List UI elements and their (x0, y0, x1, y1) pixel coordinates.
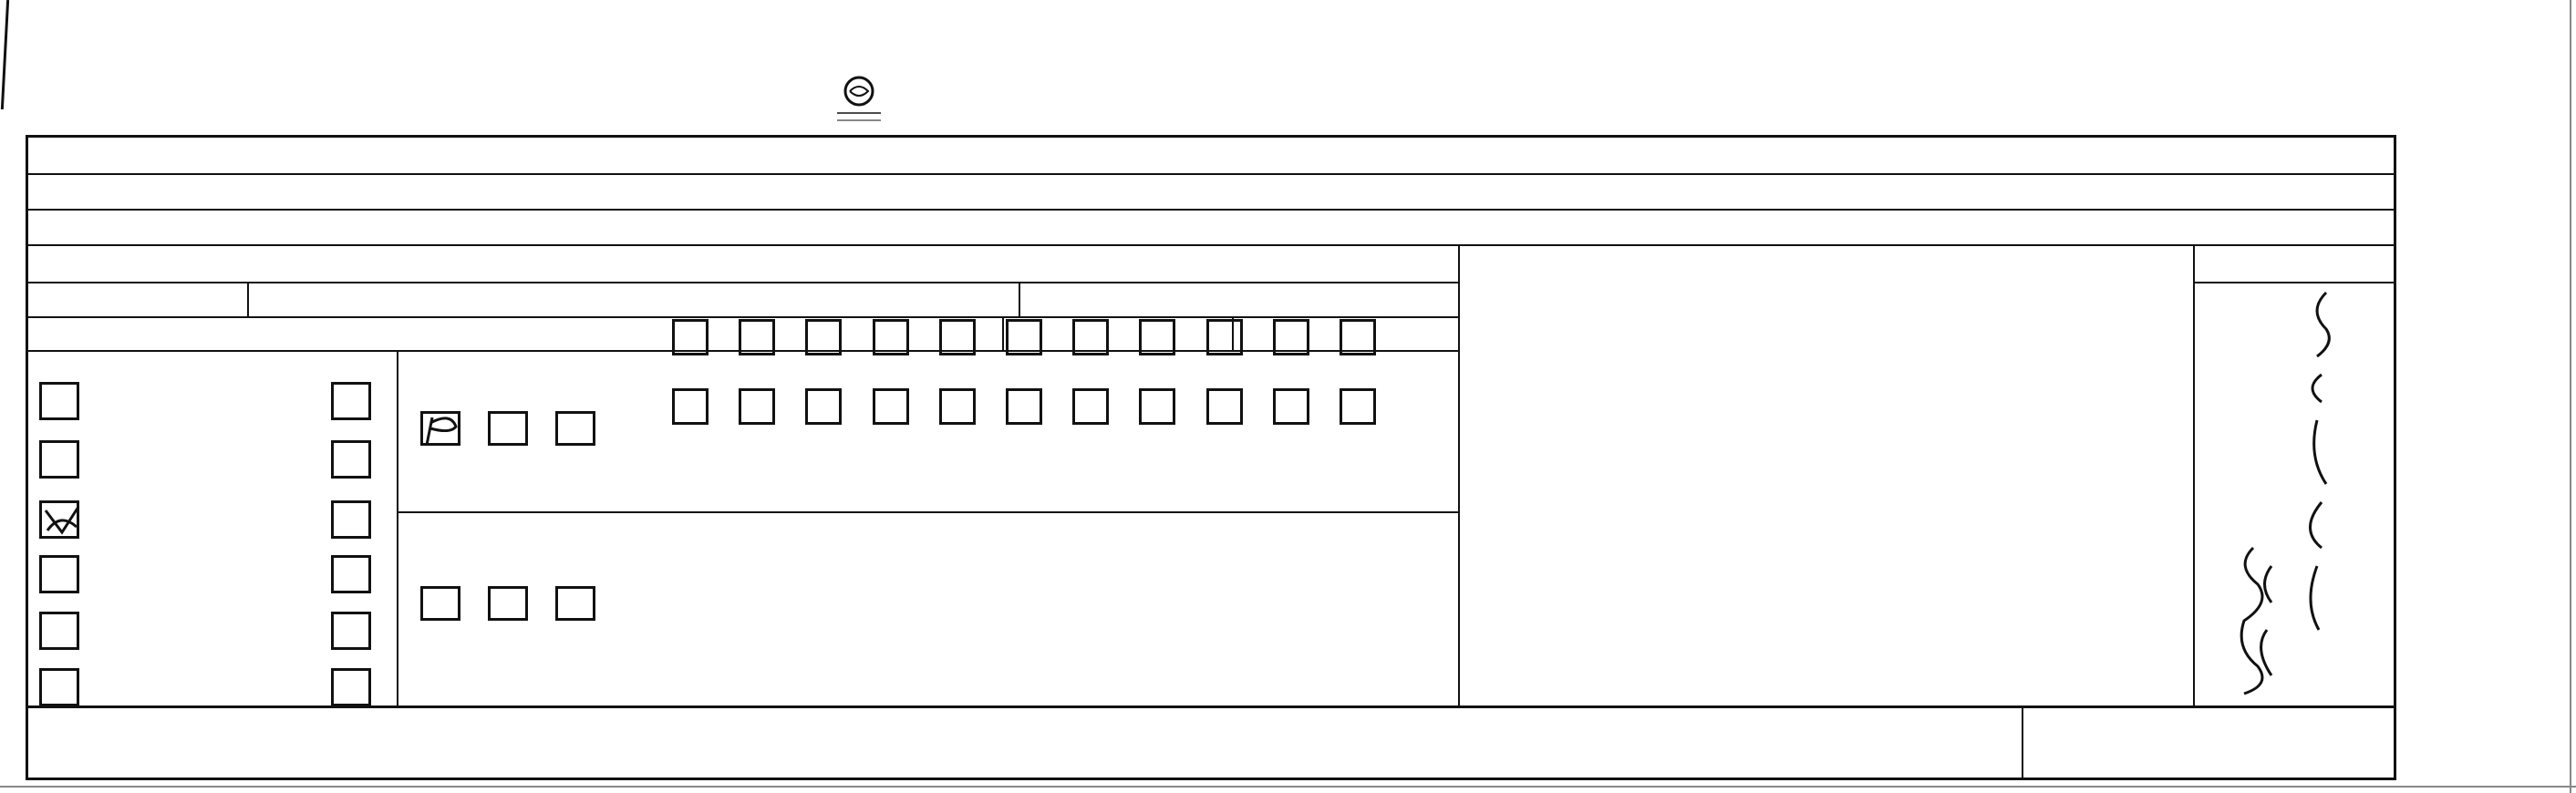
first-visit-day-box[interactable] (1139, 388, 1175, 425)
right-edge (2570, 0, 2571, 793)
first-visit-day-box[interactable] (1206, 388, 1243, 425)
v1-checkbox[interactable] (39, 555, 79, 593)
visit-divider (397, 511, 1458, 513)
col-divider (1002, 316, 1004, 350)
col-divider (1458, 244, 1460, 705)
col-divider (397, 350, 398, 705)
first-visit-month-checkbox[interactable] (488, 411, 528, 446)
first-visit-day-box[interactable] (873, 388, 909, 425)
first-visit-day-box[interactable] (1139, 319, 1175, 355)
col-divider (247, 282, 249, 316)
observaciones-handwriting (2217, 274, 2363, 703)
v2-checkbox[interactable] (331, 668, 371, 706)
v1-checkbox[interactable] (39, 440, 79, 479)
check-mark-icon (42, 503, 82, 541)
row-divider (28, 316, 1458, 318)
v2-checkbox[interactable] (331, 555, 371, 593)
shipping-form (26, 135, 2396, 780)
row-divider (28, 209, 2394, 211)
documento-field (254, 247, 265, 277)
v1-checkbox[interactable] (39, 500, 79, 539)
first-visit-day-box[interactable] (1006, 319, 1042, 355)
row-divider (28, 173, 2394, 175)
v2-checkbox[interactable] (331, 440, 371, 479)
first-visit-day-box[interactable] (739, 319, 775, 355)
admision-field (1028, 247, 1040, 277)
bottom-edge (0, 786, 2576, 788)
first-visit-day-box[interactable] (1273, 319, 1309, 355)
first-visit-day-box[interactable] (739, 388, 775, 425)
certipostal-logo (832, 73, 886, 128)
first-visit-day-box[interactable] (1072, 388, 1109, 425)
col-divider (1019, 282, 1020, 316)
logo-icon (832, 73, 886, 128)
col-divider (2193, 244, 2195, 705)
corner-mark (1, 0, 9, 109)
check-mark-icon (423, 414, 463, 448)
first-visit-month-checkbox[interactable] (420, 411, 460, 446)
v1-checkbox[interactable] (39, 612, 79, 650)
row-divider (28, 244, 2394, 246)
first-visit-day-box[interactable] (672, 319, 709, 355)
first-visit-day-box[interactable] (672, 388, 709, 425)
v2-checkbox[interactable] (331, 382, 371, 420)
first-visit-day-box[interactable] (1340, 388, 1376, 425)
v1-checkbox[interactable] (39, 382, 79, 420)
row-divider (28, 705, 2394, 708)
v1-checkbox[interactable] (39, 668, 79, 706)
v2-checkbox[interactable] (331, 612, 371, 650)
second-visit-month-checkbox[interactable] (555, 586, 595, 621)
first-visit-day-box[interactable] (1273, 388, 1309, 425)
col-divider (2022, 705, 2023, 780)
barcode (1492, 62, 2221, 128)
first-visit-day-box[interactable] (805, 388, 842, 425)
first-visit-day-box[interactable] (873, 319, 909, 355)
first-visit-day-box[interactable] (1072, 319, 1109, 355)
first-visit-day-box[interactable] (1006, 388, 1042, 425)
second-visit-month-checkbox[interactable] (488, 586, 528, 621)
row-divider (28, 282, 1458, 283)
first-visit-day-box[interactable] (1206, 319, 1243, 355)
second-visit-month-checkbox[interactable] (420, 586, 460, 621)
v2-checkbox[interactable] (331, 500, 371, 539)
first-visit-day-box[interactable] (1340, 319, 1376, 355)
first-visit-day-box[interactable] (939, 319, 976, 355)
first-visit-day-box[interactable] (939, 388, 976, 425)
first-visit-day-box[interactable] (805, 319, 842, 355)
first-visit-month-checkbox[interactable] (555, 411, 595, 446)
